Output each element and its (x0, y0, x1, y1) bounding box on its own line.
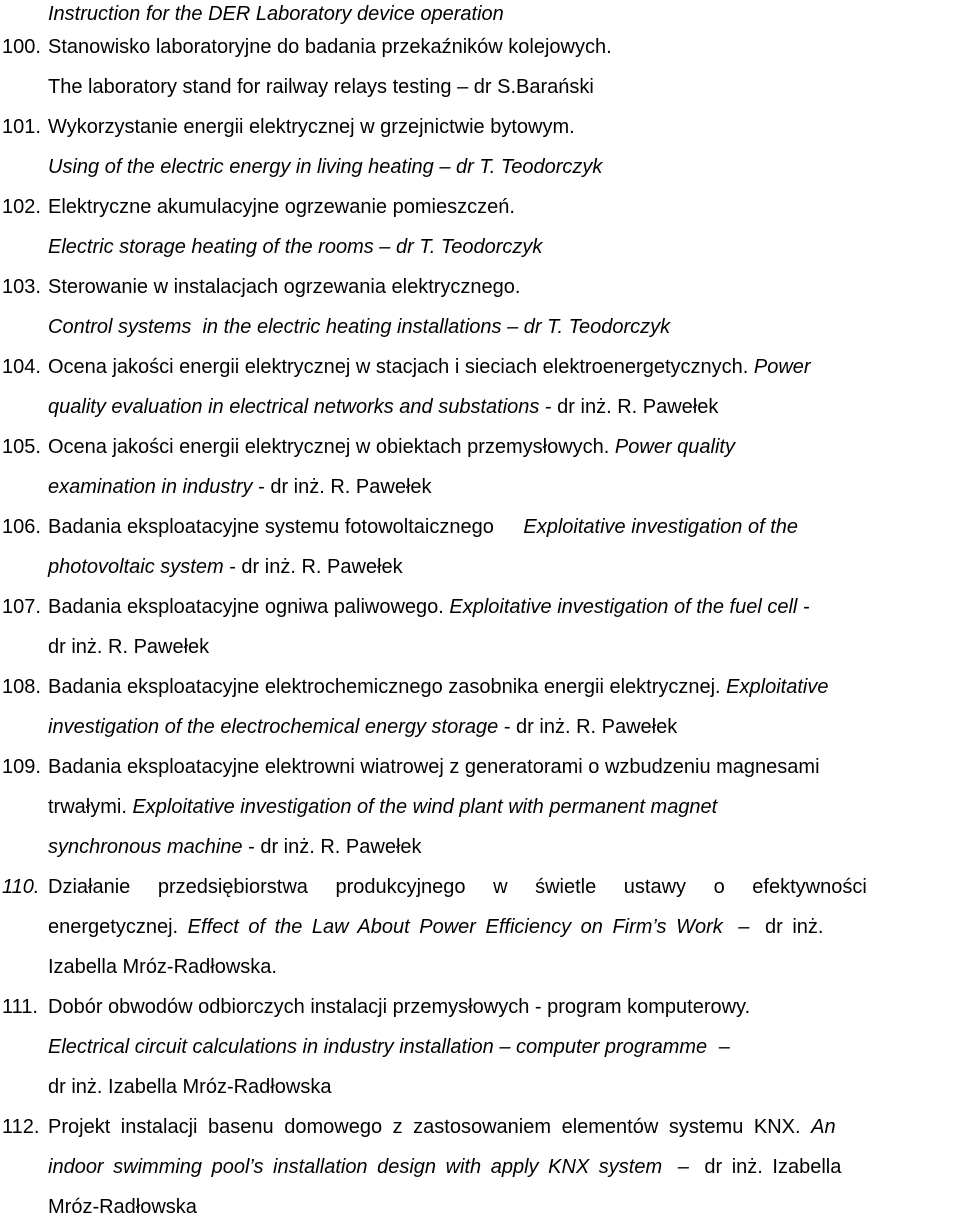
author: - dr inż. R. Pawełek (229, 556, 403, 578)
list-item-110 (0, 867, 958, 987)
polish-title: Badania eksploatacyjne systemu fotowoltaicznego (48, 516, 494, 538)
author: - dr inż. R. Pawełek (258, 476, 432, 498)
author: dr inż. R. Pawełek (48, 636, 210, 658)
list-item-103 (0, 267, 958, 347)
author-name: Mróz-Radłowska (48, 1196, 197, 1218)
dash: – (379, 236, 391, 258)
english-title: The laboratory stand for railway relays testing (48, 76, 452, 98)
polish-title-end: energetycznej. (48, 916, 179, 938)
english-title-start: An (811, 1116, 836, 1138)
english-title: Electrical circuit calculations in industry installation (48, 1036, 494, 1058)
english-title: photovoltaic system (48, 556, 224, 578)
author: - dr inż. R. Pawełek (544, 396, 719, 418)
dash: – (457, 76, 469, 98)
english-title: examination in industry (48, 476, 253, 498)
list-item-106 (0, 507, 958, 587)
english-title-b: computer programme (516, 1036, 708, 1058)
polish-title: Projekt instalacji basenu domowego z zastosowaniem elementów systemu KNX. (48, 1116, 801, 1138)
english-title: Exploitative investigation of the wind plant with permanent magnet (132, 796, 718, 818)
author: dr T. Teodorczyk (395, 236, 543, 258)
polish-title: Działanie przedsiębiorstwa produkcyjnego w świetle ustawy o efektywności (48, 876, 867, 898)
polish-title: Wykorzystanie energii elektrycznej w grzejnictwie bytowym. (48, 116, 575, 138)
item-number: 106. (2, 516, 41, 538)
english-title: investigation of the electrochemical energy storage (48, 716, 499, 738)
list-item-101 (0, 107, 958, 187)
polish-title: Ocena jakości energii elektrycznej w stacjach i sieciach elektroenergetycznych. (48, 356, 749, 378)
english-title-start: Power quality (614, 436, 735, 458)
english-title-start: Exploitative (726, 676, 829, 698)
english-title: Electric storage heating of the rooms (48, 236, 374, 258)
list-item-100 (0, 27, 958, 107)
list-item-105 (0, 427, 958, 507)
polish-title: Stanowisko laboratoryjne do badania przekaźników kolejowych. (48, 36, 612, 58)
dash: – (738, 916, 750, 938)
item-number: 100. (2, 36, 41, 58)
intro-line: Instruction for the DER Laboratory device operation (48, 3, 504, 25)
polish-title: Elektryczne akumulacyjne ogrzewanie pomieszczeń. (48, 196, 515, 218)
author: dr inż. Izabella (704, 1156, 842, 1178)
english-title-start: Power (753, 356, 811, 378)
polish-title: Sterowanie w instalacjach ogrzewania elektrycznego. (48, 276, 521, 298)
english-title: Control systems in the electric heating installations (48, 316, 502, 338)
item-number: 103. (2, 276, 41, 298)
author: dr inż. (764, 916, 824, 938)
english-title: indoor swimming pool’s installation design with apply KNX system (48, 1156, 663, 1178)
polish-title: Ocena jakości energii elektrycznej w obiektach przemysłowych. (48, 436, 610, 458)
item-number: 112. (2, 1116, 40, 1138)
author: dr T. Teodorczyk (523, 316, 671, 338)
english-title: Using of the electric energy in living heating (48, 156, 434, 178)
polish-title-end: trwałymi. (48, 796, 127, 818)
polish-title: Badania eksploatacyjne ogniwa paliwowego. (48, 596, 444, 618)
author: dr inż. Izabella Mróz-Radłowska (48, 1076, 332, 1098)
polish-title: Badania eksploatacyjne elektrochemicznego zasobnika energii elektrycznej. (48, 676, 721, 698)
list-item-109 (0, 747, 958, 867)
author: dr S.Barański (473, 76, 594, 98)
item-number: 101. (2, 116, 41, 138)
item-number: 107. (2, 596, 41, 618)
item-number: 105. (2, 436, 41, 458)
english-title-end: synchronous machine (48, 836, 243, 858)
item-number: 104. (2, 356, 41, 378)
item-number: 110. (2, 876, 40, 898)
dash: – (499, 1036, 511, 1058)
english-title: Effect of the Law About Power Efficiency on Firm’s Work (187, 916, 723, 938)
polish-title: Dobór obwodów odbiorczych instalacji przemysłowych - program komputerowy. (48, 996, 751, 1018)
list-item-108 (0, 667, 958, 747)
english-title: Exploitative investigation of the fuel cell - (449, 596, 810, 618)
author-name: Izabella Mróz-Radłowska. (48, 956, 277, 978)
polish-title: Badania eksploatacyjne elektrowni wiatrowej z generatorami o wzbudzeniu magnesami (48, 756, 820, 778)
list-item-107 (0, 587, 958, 667)
author: - dr inż. R. Pawełek (248, 836, 422, 858)
item-number: 111. (2, 996, 38, 1018)
item-number: 102. (2, 196, 41, 218)
item-number: 109. (2, 756, 41, 778)
english-title-start: Exploitative investigation of the (523, 516, 798, 538)
list-item-102 (0, 187, 958, 267)
list-item-112 (0, 1107, 958, 1227)
author: dr T. Teodorczyk (456, 156, 603, 178)
item-number: 108. (2, 676, 41, 698)
dash: – (718, 1036, 730, 1058)
list-item-104 (0, 347, 958, 427)
english-title: quality evaluation in electrical networks and substations (48, 396, 540, 418)
dash: – (507, 316, 519, 338)
author: - dr inż. R. Pawełek (503, 716, 678, 738)
dash: – (677, 1156, 689, 1178)
list-item-111 (0, 987, 958, 1107)
dash: – (439, 156, 451, 178)
